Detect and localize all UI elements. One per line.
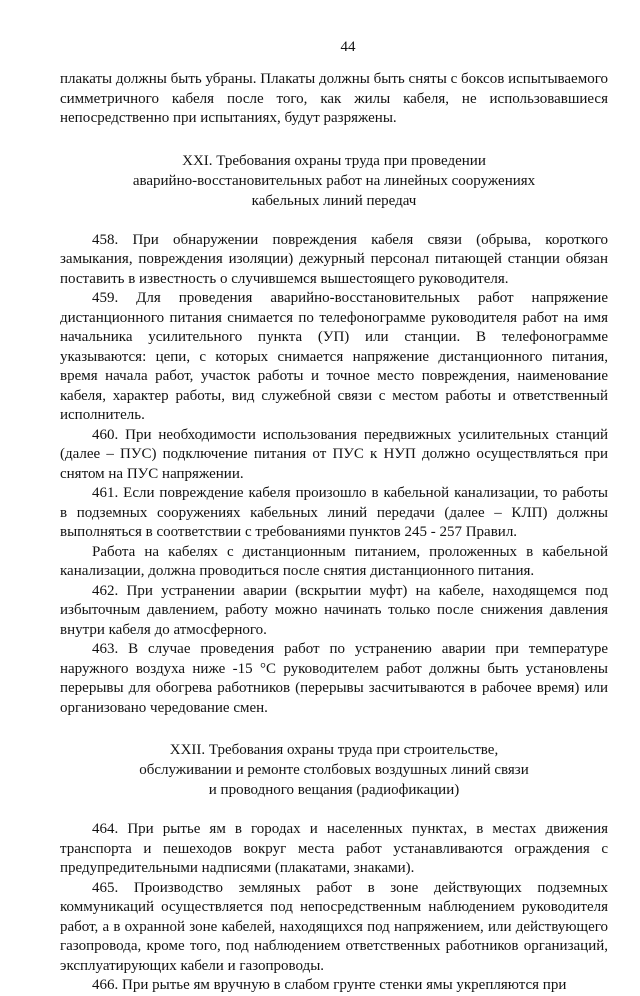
paragraph-466: 466. При рытье ям вручную в слабом грунте стенки ямы укрепляются при <box>92 977 567 993</box>
paragraph-465: 465. Производство земляных работ в зоне действующих подземных коммуникаций осуществляется под непосредственным наблюдением руководителя работ, а в охранной зоне кабелей, находящихся под напряжением, или действующего газопровода, кроме того, под наблюдением ответственных работников организаций, эксплуатирующих кабели и газопроводы. <box>60 879 608 974</box>
paragraph-459: 459. Для проведения аварийно-восстановительных работ напряжение дистанционного питания снимается по телефонограмме руководителя работ на имя начальника усилительного пункта (УП) или станции. В телефонограмме указываются: цепи, с которых снимается напряжение дистанционного питания, время начала работ, участок работы и точное место повреждения, наименование кабеля, характер работы, вид служебной связи с местом работы и ответственный исполнитель. <box>60 290 608 423</box>
section-21-heading-line: XXI. Требования охраны труда при проведении <box>182 152 486 169</box>
section-21-heading-line: аварийно-восстановительных работ на линейных сооружениях <box>132 172 536 189</box>
page-number: 44 <box>340 39 356 55</box>
paragraph-463: 463. В случае проведения работ по устранению аварии при температуре наружного воздуха ниже -15 °С руководителем работ должны быть установлены перерывы для обогрева работников (перерывы засчитываются в рабочее время) или организовано чередование смен. <box>60 641 608 716</box>
section-21-body <box>60 231 608 719</box>
paragraph-464: 464. При рытье ям в городах и населенных пунктах, в местах движения транспорта и пешеходов вокруг места работ устанавливаются ограждения с предупредительными надписями (плакатами, знаками). <box>60 821 608 876</box>
paragraph-461: 461. Если повреждение кабеля произошло в кабельной канализации, то работы в подземных сооружениях кабельных линий передачи (далее – КЛП) должны выполняться в соответствии с требованиями пунктов 245 - 257 Правил. <box>60 485 608 540</box>
section-22-heading-line: обслуживании и ремонте столбовых воздушных линий связи <box>139 762 529 778</box>
section-22-heading-line: и проводного вещания (радиофикации) <box>208 782 460 798</box>
section-21-heading-line: кабельных линий передач <box>251 192 417 209</box>
paragraph-460: 460. При необходимости использования передвижных усилительных станций (далее – ПУС) подключение питания от ПУС к НУП должно осуществляться при снятом на ПУС напряжении. <box>60 426 608 482</box>
paragraph-462: 462. При устранении аварии (вскрытии муфт) на кабеле, находящемся под избыточным давлением, работу можно начинать только после снижения давления внутри кабеля до атмосферного. <box>60 582 608 638</box>
section-21-heading <box>60 151 608 211</box>
intro-paragraph: плакаты должны быть убраны. Плакаты должны быть сняты с боксов испытываемого симметричного кабеля после того, как жилы кабеля, не использовавшиеся непосредственно при испытаниях, будут разряжены. <box>60 71 608 126</box>
section-22-body <box>60 820 608 996</box>
paragraph-458: 458. При обнаружении повреждения кабеля связи (обрыва, короткого замыкания, повреждения изоляции) дежурный персонал питающей станции обязан поставить в известность о случившемся вышестоящего руководителя. <box>60 231 608 287</box>
section-22-heading-line: XXII. Требования охраны труда при строительстве, <box>169 742 499 758</box>
section-22-heading <box>60 740 608 800</box>
paragraph-461-continued: Работа на кабелях с дистанционным питанием, проложенных в кабельной канализации, должна проводиться после снятия дистанционного питания. <box>60 543 608 579</box>
